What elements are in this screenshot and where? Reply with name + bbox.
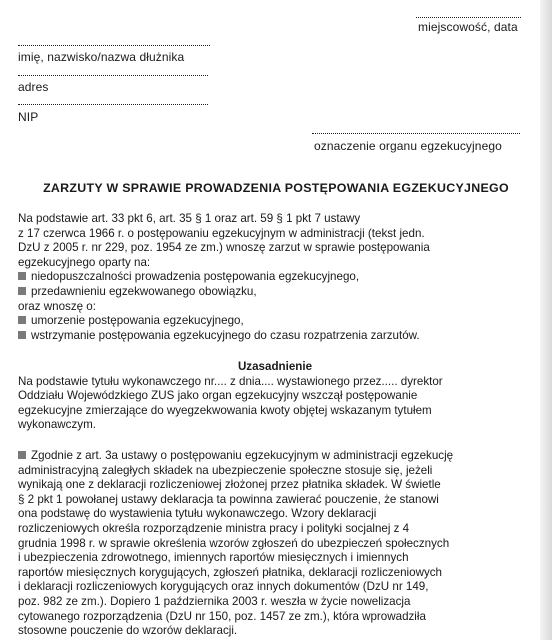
ground-text: przedawnieniu egzekwowanego obowiązku,	[31, 284, 257, 298]
intro-line: Na podstawie art. 33 pkt 6, art. 35 § 1 oraz art. 59 § 1 pkt 7 ustawy	[18, 212, 361, 225]
intro-line: DzU z 2005 r. nr 229, poz. 1954 ze zm.) wnoszę zarzut w sprawie postępowania	[18, 241, 430, 255]
justification-line: i deklaracji rozliczeniowych korygujących oraz innych dokumentów (DzU nr 149,	[18, 580, 429, 594]
justification-line: rozliczeniowych określa rozporządzenie ministra pracy i polityki socjalnej z 4	[18, 521, 410, 535]
intro-line: z 17 czerwca 1966 r. o postępowaniu egzekucyjnym w administracji (tekst jedn.	[18, 226, 425, 240]
justification-line: Oddziału Wojewódzkiego ZUS jako organ egzekucyjny wszczął postępowanie	[18, 389, 418, 403]
intro-line: egzekucyjnego oparty na:	[18, 255, 151, 269]
page-edge-shadow	[540, 0, 552, 640]
ground-item	[18, 285, 532, 300]
address-label: adres	[18, 80, 49, 94]
address-field[interactable]	[18, 75, 208, 76]
request-item	[18, 329, 532, 344]
bullet-square-icon	[18, 451, 26, 459]
justification-line: § 2 pkt 1 powołanej ustawy deklaracja ta powinna zawierać pouczenie, że stanowi	[18, 492, 439, 506]
request-item	[18, 314, 532, 329]
justification-line: wynikają one z deklaracji rozliczeniowej złożonej przez płatnika składek. W świetle	[18, 478, 441, 492]
authority-field[interactable]	[312, 133, 520, 134]
justification-line: Na podstawie tytułu wykonawczego nr.... z dnia.... wystawionego przez..... dyrektor	[18, 374, 443, 388]
justification-line: administracyjną zaległych składek na ubezpieczenie społeczne stosuje się, jeżeli	[18, 463, 433, 477]
nip-field[interactable]	[18, 104, 208, 105]
justification-line: cytowanego rozporządzenia (DzU nr 150, poz. 1457 ze zm.), która wprowadziła	[18, 609, 426, 623]
bullet-square-icon	[18, 287, 26, 295]
document-title: ZARZUTY W SPRAWIE PROWADZENIA POSTĘPOWANIA EGZEKUCYJNEGO	[43, 181, 509, 195]
justification-line: egzekucyjne zmierzające do wyegzekwowania kwoty objętej wskazanym tytułem	[18, 403, 432, 417]
request-text: wstrzymanie postępowania egzekucyjnego do czasu rozpatrzenia zarzutów.	[31, 328, 420, 342]
ground-text: niedopuszczalności prowadzenia postępowania egzekucyjnego,	[31, 270, 360, 284]
justification-heading: Uzasadnienie	[237, 360, 313, 373]
request-text: umorzenie postępowania egzekucyjnego,	[31, 314, 244, 328]
bullet-square-icon	[18, 331, 26, 339]
place-date-field[interactable]	[416, 17, 521, 18]
justification-line: i ubezpieczenia zdrowotnego, imiennych raportów miesięcznych i imiennych	[18, 551, 409, 565]
justification-line: grudnia 1998 r. w sprawie określenia wzorów zgłoszeń do ubezpieczeń społecznych	[18, 536, 450, 550]
authority-label: oznaczenie organu egzekucyjnego	[314, 139, 502, 153]
justification-line: wykonawczym.	[18, 418, 96, 432]
justification-text: Zgodnie z art. 3a ustawy o postępowaniu egzekucyjnym w administracji egzekucję	[31, 449, 454, 462]
debtor-name-label: imię, nazwisko/nazwa dłużnika	[18, 50, 185, 64]
nip-label: NIP	[18, 110, 39, 124]
justification-section	[18, 360, 532, 433]
justification-line: stosowne pouczenie do wzorów deklaracji.	[18, 624, 238, 638]
justification-line: raportów miesięcznych korygujących, zgłoszeń płatnika, deklaracji rozliczeniowych	[18, 565, 442, 579]
bullet-square-icon	[18, 272, 26, 280]
justification-paragraph-2	[18, 449, 532, 639]
requests-intro: oraz wnoszę o:	[18, 299, 96, 313]
justification-line: poz. 982 ze zm.). Dopiero 1 października 2003 r. weszła w życie nowelizacja	[18, 594, 411, 608]
justification-line	[18, 449, 532, 464]
intro-section	[18, 212, 532, 343]
ground-item	[18, 270, 532, 285]
debtor-name-field[interactable]	[18, 45, 210, 46]
place-date-label: miejscowość, data	[418, 20, 518, 34]
justification-line: ona podstawę do wystawienia tytułu wykonawczego. Wzory deklaracji	[18, 507, 377, 521]
bullet-square-icon	[18, 316, 26, 324]
